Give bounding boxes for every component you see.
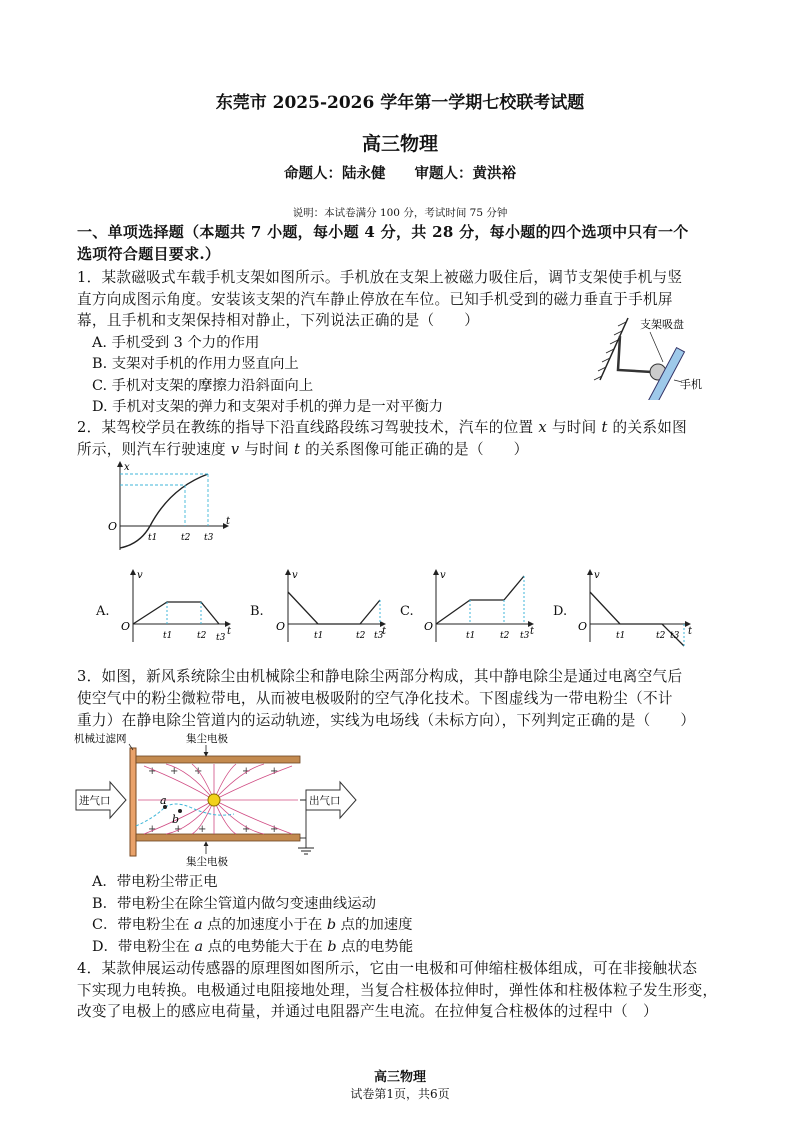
svg-text:集尘电极: 集尘电极 (186, 733, 228, 745)
svg-text:b: b (172, 813, 180, 826)
svg-text:+: + (198, 824, 207, 835)
q3-option-d: D．带电粉尘在 a 点的电势能大于在 b 点的电势能 (92, 939, 414, 955)
svg-text:t3: t3 (374, 631, 384, 641)
q3-option-b: B．带电粉尘在除尘管道内做匀变速曲线运动 (92, 896, 376, 912)
svg-text:+: + (174, 824, 183, 835)
svg-text:t2: t2 (197, 631, 207, 641)
subject-title: 高三物理 (361, 133, 438, 155)
svg-text:O: O (108, 520, 118, 533)
svg-text:集尘电极: 集尘电极 (186, 856, 228, 868)
q1-phone-mount-figure (590, 310, 720, 400)
svg-text:t3: t3 (216, 633, 226, 643)
q1-line2: 直方向成图示角度。安装该支架的汽车静止停放在车位。已知手机受到的磁力垂直于手机屏 (77, 291, 673, 308)
svg-text:出气口: 出气口 (309, 795, 341, 807)
exam-title: 东莞市 2025-2026 学年第一学期七校联考试题 (215, 93, 585, 113)
svg-text:t1: t1 (314, 631, 324, 641)
svg-text:t2: t2 (500, 631, 510, 641)
svg-text:+: + (242, 824, 251, 835)
svg-text:v: v (137, 570, 143, 581)
svg-text:v: v (292, 570, 298, 581)
q1-line1: 1．某款磁吸式车载手机支架如图所示。手机放在支架上被磁力吸住后，调节支架使手机与竖 (77, 269, 683, 286)
svg-text:v: v (594, 570, 600, 581)
svg-text:t2: t2 (181, 533, 191, 543)
svg-text:t1: t1 (163, 631, 173, 641)
authors: 命题人：陆永健 审题人：黄洪裕 (284, 165, 516, 182)
q2-choice-b-label[interactable]: B. (250, 604, 264, 619)
svg-text:机械过滤网: 机械过滤网 (74, 733, 127, 745)
q3-line1: 3．如图，新风系统除尘由机械除尘和静电除尘两部分构成，其中静电除尘是通过电离空气后 (77, 668, 683, 685)
svg-text:t3: t3 (520, 631, 530, 641)
svg-text:O: O (578, 620, 588, 633)
q2-choice-c-label[interactable]: C. (400, 604, 414, 619)
svg-text:t3: t3 (670, 631, 680, 641)
svg-text:v: v (440, 570, 446, 581)
mount-label: 支架吸盘 (640, 318, 684, 331)
svg-text:+: + (148, 824, 157, 835)
q2-choice-d-label[interactable]: D. (553, 604, 568, 619)
q3-precipitator-figure (74, 730, 374, 868)
svg-text:O: O (121, 620, 131, 633)
q4-line2: 下实现力电转换。电极通过电阻接地处理，当复合柱极体拉伸时，弹性体和柱极体粒子发生形变， (77, 982, 718, 999)
svg-text:t: t (227, 626, 232, 637)
footer-subject: 高三物理 (373, 1070, 426, 1085)
svg-text:+: + (148, 766, 157, 777)
svg-text:O: O (276, 620, 286, 633)
q2-line2: 所示，则汽车行驶速度 v 与时间 t 的关系图像可能正确的是（ ） (77, 441, 529, 458)
svg-text:O: O (424, 620, 434, 633)
q1-option-c: C. 手机对支架的摩擦力沿斜面向上 (92, 378, 314, 394)
svg-text:+: + (194, 766, 203, 777)
svg-text:x: x (124, 462, 130, 473)
q2-line1: 2．某驾校学员在教练的指导下沿直线路段练习驾驶技术，汽车的位置 x 与时间 t 的关系如图 (77, 419, 688, 436)
q2-xt-graph (100, 458, 235, 558)
q1-option-d: D. 手机对支架的弹力和支架对手机的弹力是一对平衡力 (92, 399, 444, 415)
section-heading-line1: 一、单项选择题（本题共 7 小题，每小题 4 分，共 28 分，每小题的四个选项中只有一个 (77, 223, 689, 241)
q3-line3: 重力）在静电除尘管道内的运动轨迹，实线为电场线（未标方向），下列判定正确的是（ ） (77, 712, 696, 729)
svg-text:t: t (226, 516, 231, 527)
q4-line1: 4．某款伸展运动传感器的原理图如图所示，它由一电极和可伸缩柱极体组成，可在非接触状态 (77, 960, 698, 977)
q1-option-a: A. 手机受到 3 个力的作用 (92, 335, 260, 351)
q3-option-a: A．带电粉尘带正电 (92, 874, 218, 890)
svg-text:+: + (170, 766, 179, 777)
q1-line3: 幕，且手机和支架保持相对静止，下列说法正确的是（ ） (77, 312, 480, 329)
q3-line2: 使空气中的粉尘微粒带电，从而被电极吸附的空气净化技术。下图虚线为一带电粉尘（不计 (77, 690, 673, 707)
q2-choice-d-graph[interactable] (572, 566, 697, 648)
q2-choice-b-graph[interactable] (270, 566, 390, 646)
svg-text:t: t (688, 626, 693, 637)
svg-text:t2: t2 (356, 631, 366, 641)
q2-choice-a-label[interactable]: A. (96, 604, 110, 619)
svg-text:t1: t1 (616, 631, 626, 641)
svg-text:+: + (242, 766, 251, 777)
svg-text:t: t (382, 626, 387, 637)
svg-text:+: + (270, 824, 279, 835)
svg-text:a: a (160, 794, 167, 807)
svg-text:+: + (270, 766, 279, 777)
svg-text:t2: t2 (656, 631, 666, 641)
svg-text:t1: t1 (148, 533, 158, 543)
q2-choice-a-graph[interactable] (115, 566, 235, 646)
q2-choice-c-graph[interactable] (418, 566, 538, 646)
footer-page: 试卷第1页，共6页 (350, 1087, 450, 1101)
phone-label: 手机 (680, 378, 702, 391)
q1-option-b: B. 支架对手机的作用力竖直向上 (92, 356, 299, 372)
svg-text:t3: t3 (204, 533, 214, 543)
q3-option-c: C．带电粉尘在 a 点的加速度小于在 b 点的加速度 (92, 917, 413, 933)
svg-text:进气口: 进气口 (79, 795, 111, 807)
exam-note: 说明：本试卷满分 100 分，考试时间 75 分钟 (292, 207, 508, 219)
section-heading-line2: 选项符合题目要求.） (77, 245, 221, 263)
svg-text:t1: t1 (466, 631, 476, 641)
svg-text:t: t (530, 626, 535, 637)
q4-line3: 改变了电极上的感应电荷量，并通过电阻器产生电流。在拉伸复合柱极体的过程中（ ） (77, 1003, 658, 1020)
